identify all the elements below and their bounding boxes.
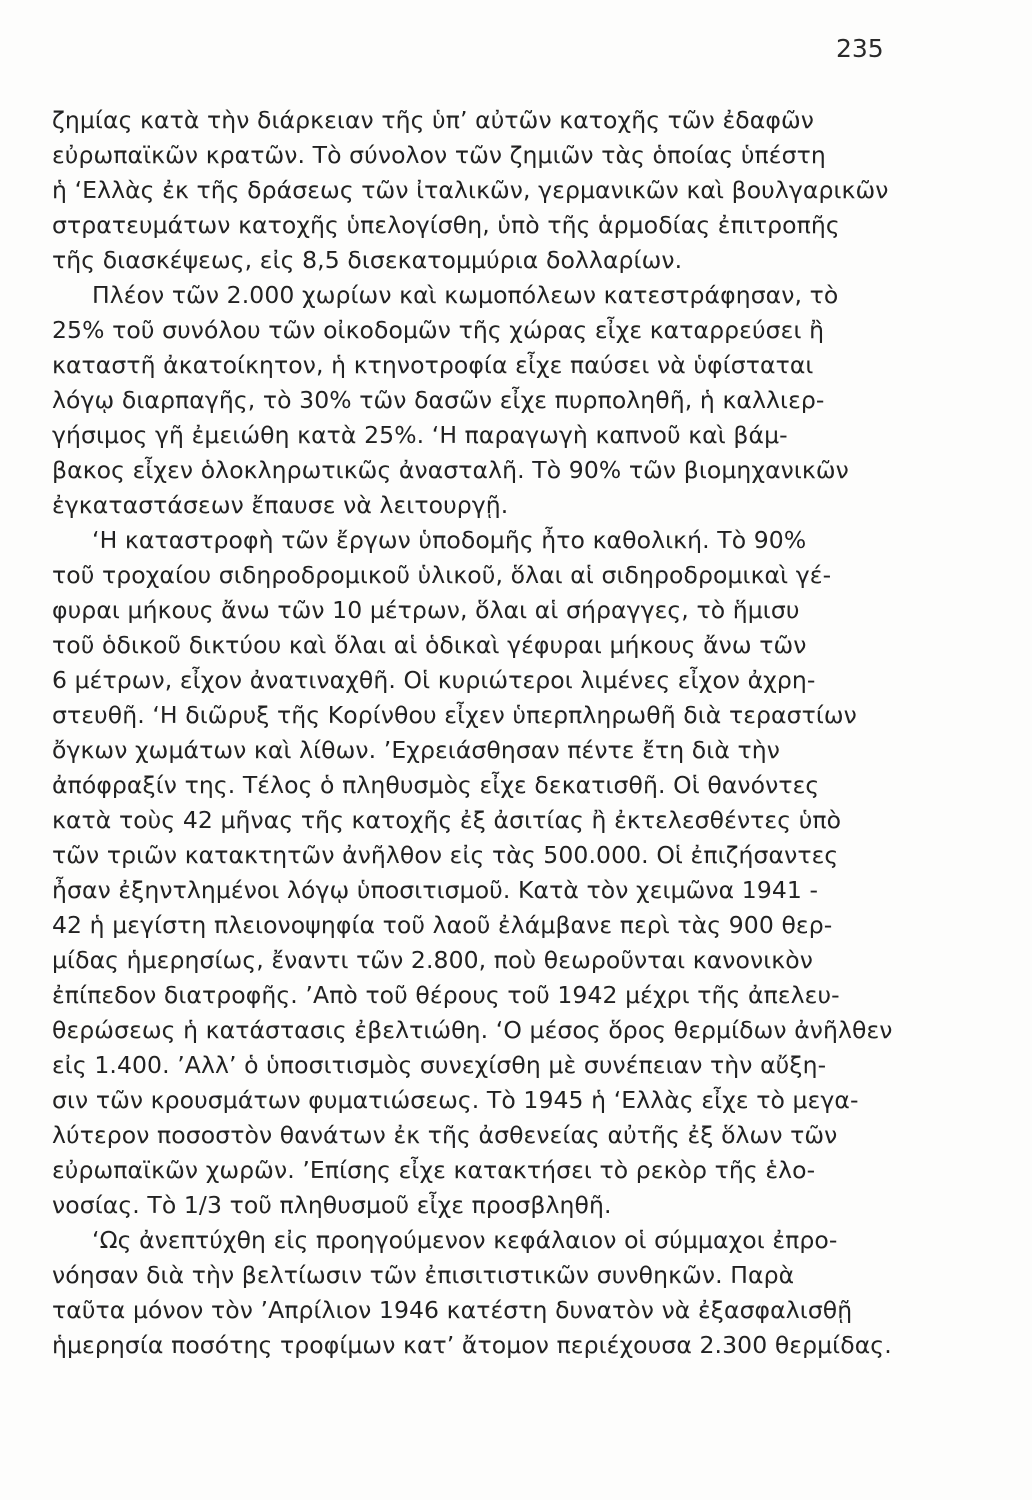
text-line: 42 ἡ μεγίστη πλειονοψηφία τοῦ λαοῦ ἐλάμβανε περὶ τὰς 900 θερ- <box>52 911 833 939</box>
text-line: φυραι μήκους ἄνω τῶν 10 μέτρων, ὅλαι αἱ σήραγγες, τὸ ἥμισυ <box>52 596 800 624</box>
text-line: νοσίας. Τὸ 1/3 τοῦ πληθυσμοῦ εἶχε προσβληθῆ. <box>52 1191 612 1219</box>
text-line: ‘Η καταστροφὴ τῶν ἔργων ὑποδομῆς ἦτο καθολική. Τὸ 90% <box>92 526 807 554</box>
text-line: μίδας ἡμερησίως, ἔναντι τῶν 2.800, ποὺ θεωροῦνται κανονικὸν <box>52 946 813 974</box>
page-number: 235 <box>836 34 884 63</box>
text-line: ταῦτα μόνον τὸν ’Απρίλιον 1946 κατέστη δυνατὸν νὰ ἐξασφαλισθῇ <box>52 1296 853 1324</box>
text-line: θερώσεως ἡ κατάστασις ἐβελτιώθη. ‘Ο μέσος ὅρος θερμίδων ἀνῆλθεν <box>52 1016 893 1044</box>
text-line: ἀπόφραξίν της. Τέλος ὁ πληθυσμὸς εἶχε δεκατισθῆ. Οἱ θανόντες <box>52 771 820 799</box>
body-text <box>52 103 932 1363</box>
text-line: ἐγκαταστάσεων ἔπαυσε νὰ λειτουργῇ. <box>52 491 509 519</box>
text-line: γήσιμος γῆ ἐμειώθη κατὰ 25%. ‘Η παραγωγὴ καπνοῦ καὶ βάμ- <box>52 421 788 449</box>
text-line: στευθῆ. ‘Η διῶρυξ τῆς Κορίνθου εἶχεν ὑπερπληρωθῆ διὰ τεραστίων <box>52 701 857 729</box>
text-line: εὐρωπαϊκῶν κρατῶν. Τὸ σύνολον τῶν ζημιῶν τὰς ὁποίας ὑπέστη <box>52 141 826 169</box>
text-line: νόησαν διὰ τὴν βελτίωσιν τῶν ἐπισιτιστικῶν συνθηκῶν. Παρὰ <box>52 1261 795 1289</box>
text-line: καταστῆ ἀκατοίκητον, ἡ κτηνοτροφία εἶχε παύσει νὰ ὑφίσταται <box>52 351 814 379</box>
text-line: ζημίας κατὰ τὴν διάρκειαν τῆς ὑπ’ αὐτῶν κατοχῆς τῶν ἐδαφῶν <box>52 106 814 134</box>
text-line: ὄγκων χωμάτων καὶ λίθων. ’Εχρειάσθησαν πέντε ἔτη διὰ τὴν <box>52 736 780 764</box>
text-line: τῆς διασκέψεως, εἰς 8,5 δισεκατομμύρια δολλαρίων. <box>52 246 683 274</box>
text-line: 25% τοῦ συνόλου τῶν οἰκοδομῶν τῆς χώρας εἶχε καταρρεύσει ἢ <box>52 316 825 344</box>
text-line: βακος εἶχεν ὁλοκληρωτικῶς ἀνασταλῆ. Τὸ 90% τῶν βιομηχανικῶν <box>52 456 849 484</box>
text-line: τοῦ ὁδικοῦ δικτύου καὶ ὅλαι αἱ ὁδικαὶ γέφυραι μήκους ἄνω τῶν <box>52 631 807 659</box>
text-line: σιν τῶν κρουσμάτων φυματιώσεως. Τὸ 1945 ἡ ‘Ελλὰς εἶχε τὸ μεγα- <box>52 1086 859 1114</box>
text-line: κατὰ τοὺς 42 μῆνας τῆς κατοχῆς ἐξ ἀσιτίας ἢ ἐκτελεσθέντες ὑπὸ <box>52 806 842 834</box>
text-line: ἡμερησία ποσότης τροφίμων κατ’ ἄτομον περιέχουσα 2.300 θερμίδας. <box>52 1331 892 1359</box>
text-line: ἡ ‘Ελλὰς ἐκ τῆς δράσεως τῶν ἰταλικῶν, γερμανικῶν καὶ βουλγαρικῶν <box>52 176 889 204</box>
text-line: Πλέον τῶν 2.000 χωρίων καὶ κωμοπόλεων κατεστράφησαν, τὸ <box>92 281 839 309</box>
text-line: τοῦ τροχαίου σιδηροδρομικοῦ ὑλικοῦ, ὅλαι αἱ σιδηροδρομικαὶ γέ- <box>52 561 832 589</box>
text-line: εἰς 1.400. ’Αλλ’ ὁ ὑποσιτισμὸς συνεχίσθη μὲ συνέπειαν τὴν αὔξη- <box>52 1051 827 1079</box>
text-line: ‘Ως ἀνεπτύχθη εἰς προηγούμενον κεφάλαιον οἱ σύμμαχοι ἐπρο- <box>92 1226 838 1254</box>
text-line: λόγῳ διαρπαγῆς, τὸ 30% τῶν δασῶν εἶχε πυρποληθῆ, ἡ καλλιερ- <box>52 386 825 414</box>
text-line: στρατευμάτων κατοχῆς ὑπελογίσθη, ὑπὸ τῆς ἁρμοδίας ἐπιτροπῆς <box>52 211 840 239</box>
text-line: λύτερον ποσοστὸν θανάτων ἐκ τῆς ἀσθενείας αὐτῆς ἐξ ὅλων τῶν <box>52 1121 838 1149</box>
text-line: εὐρωπαϊκῶν χωρῶν. ’Επίσης εἶχε κατακτήσει τὸ ρεκὸρ τῆς ἑλο- <box>52 1156 816 1184</box>
text-line: 6 μέτρων, εἶχον ἀνατιναχθῆ. Οἱ κυριώτεροι λιμένες εἶχον ἀχρη- <box>52 666 816 694</box>
text-line: ἦσαν ἐξηντλημένοι λόγῳ ὑποσιτισμοῦ. Κατὰ τὸν χειμῶνα 1941 - <box>52 876 819 904</box>
text-line: τῶν τριῶν κατακτητῶν ἀνῆλθον εἰς τὰς 500.000. Οἱ ἐπιζήσαντες <box>52 841 839 869</box>
text-line: ἐπίπεδον διατροφῆς. ’Απὸ τοῦ θέρους τοῦ 1942 μέχρι τῆς ἀπελευ- <box>52 981 840 1009</box>
